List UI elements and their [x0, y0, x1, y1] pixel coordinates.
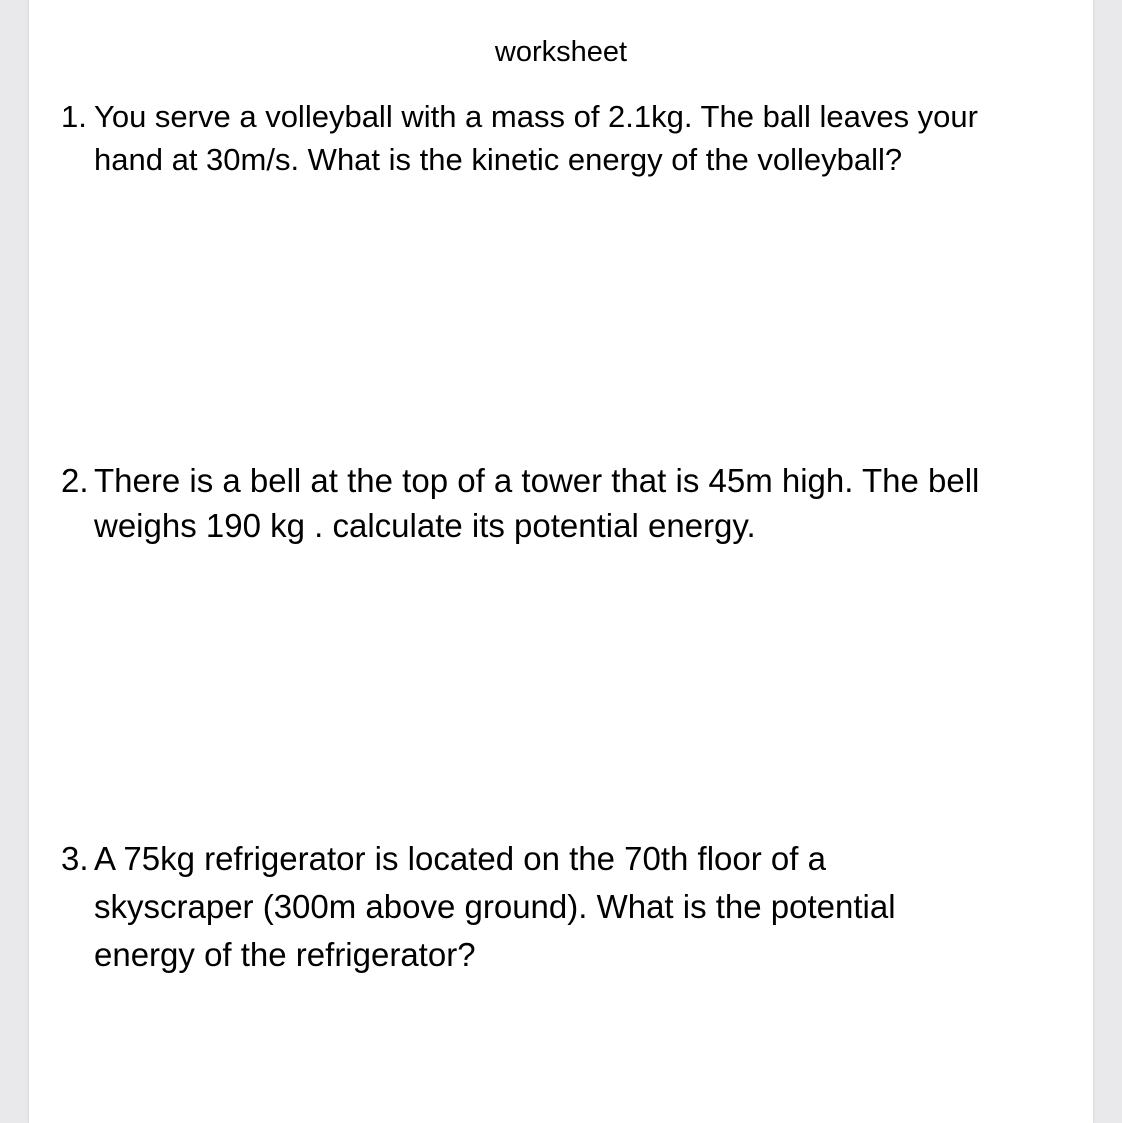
question-1 [61, 95, 981, 181]
question-number: 1. [61, 99, 87, 134]
question-number: 3. [61, 840, 89, 877]
question-text: There is a bell at the top of a tower that is 45m high. The bell weighs 190 kg . calculate its potential energy. [94, 462, 980, 544]
worksheet-page [29, 0, 1093, 1123]
question-3 [61, 835, 981, 979]
question-text: You serve a volleyball with a mass of 2.1kg. The ball leaves your hand at 30m/s. What is the kinetic energy of the volleyball? [94, 99, 978, 177]
question-2 [61, 458, 981, 548]
page-title: worksheet [494, 36, 628, 68]
question-number: 2. [61, 462, 89, 499]
question-text: A 75kg refrigerator is located on the 70th floor of a skyscraper (300m above ground). What is the potential energy of the refrigerator? [94, 840, 896, 973]
